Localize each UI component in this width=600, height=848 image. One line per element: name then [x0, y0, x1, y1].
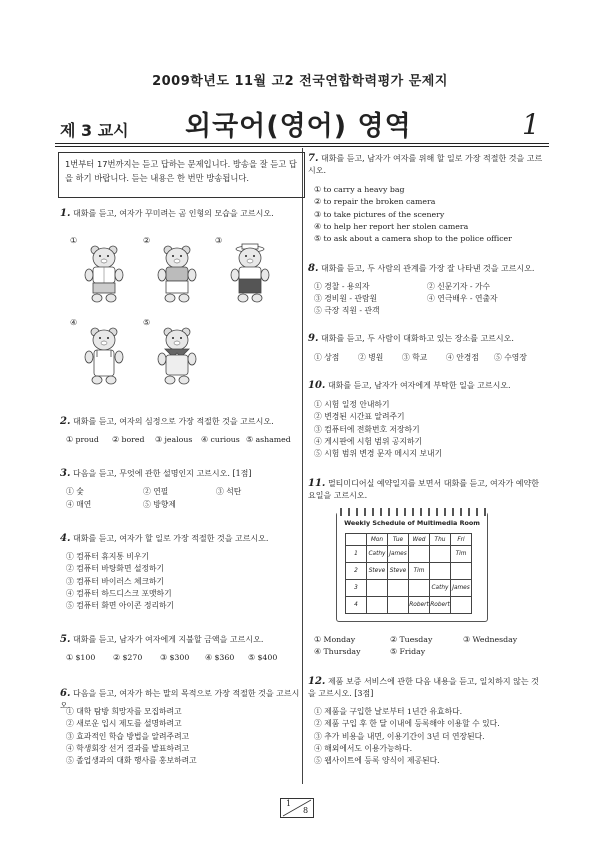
option[interactable]: ③ 경비원 - 관람원 — [314, 294, 378, 303]
question-11 — [308, 478, 546, 502]
header-rule-2 — [55, 146, 549, 147]
bear-option-1-image — [82, 243, 126, 305]
option[interactable]: ② to repair the broken camera — [314, 197, 436, 207]
option[interactable]: ④ 매연 — [66, 500, 92, 509]
option[interactable]: ② 새로운 입시 제도를 설명하려고 — [66, 719, 182, 729]
day-header: Mon — [367, 534, 388, 546]
schedule-cell — [409, 546, 430, 563]
option[interactable]: ④ 학생회장 선거 결과를 발표하려고 — [66, 743, 190, 753]
question-number: 3. — [60, 468, 71, 479]
option[interactable]: ② $270 — [113, 653, 143, 662]
option[interactable]: ② 신문기자 - 가수 — [427, 282, 491, 291]
option-marker-3: ③ — [215, 236, 223, 245]
schedule-cell — [367, 580, 388, 597]
schedule-title: Weekly Schedule of Multimedia Room — [344, 519, 480, 527]
option[interactable]: ① 컴퓨터 휴지통 비우기 — [66, 552, 150, 561]
schedule-cell: Steve — [388, 563, 409, 580]
option[interactable]: ① $100 — [66, 653, 96, 662]
period-cell: 1 — [346, 546, 367, 563]
question-2 — [60, 416, 300, 428]
question-text: 대화를 듣고, 두 사람이 대화하고 있는 장소를 고르시오. — [321, 334, 514, 343]
page-number: 1 — [522, 108, 540, 141]
option-marker-2: ② — [143, 236, 151, 245]
exam-title: 2009학년도 11월 고2 전국연합학력평가 문제지 — [152, 74, 448, 89]
question-text: 대화를 듣고, 여자가 꾸미려는 곰 인형의 모습을 고르시오. — [73, 209, 274, 218]
option[interactable]: ② 연필 — [143, 487, 169, 496]
question-number: 6. — [60, 688, 71, 699]
question-text: 대화를 듣고, 여자가 할 일로 가장 적절한 것을 고르시오. — [73, 534, 269, 543]
question-number: 4. — [60, 533, 71, 544]
question-3 — [60, 468, 300, 480]
schedule-cell: Cathy — [430, 580, 451, 597]
schedule-cell: Cathy — [367, 546, 388, 563]
question-12 — [308, 676, 546, 700]
schedule-notebook — [336, 512, 488, 622]
question-number: 1. — [60, 208, 71, 219]
question-text: 다음을 듣고, 여자가 하는 말의 목적으로 가장 적절한 것을 고르시오. — [60, 689, 300, 710]
option[interactable]: ④ curious — [201, 435, 240, 444]
option[interactable]: ⑤ 졸업생과의 대화 행사를 홍보하려고 — [66, 756, 197, 766]
option[interactable]: ④ Thursday — [314, 647, 361, 656]
schedule-cell: Tim — [451, 546, 472, 563]
option[interactable]: ④ 컴퓨터 하드디스크 포맷하기 — [66, 588, 172, 598]
schedule-cell — [430, 563, 451, 580]
option[interactable]: ④ to help her report her stolen camera — [314, 221, 469, 231]
bear-option-5-image — [155, 325, 199, 387]
option[interactable]: ① 상점 — [314, 353, 340, 362]
schedule-row — [346, 580, 472, 597]
schedule-cell: Tim — [409, 563, 430, 580]
schedule-table — [345, 533, 472, 614]
question-number: 7. — [308, 153, 319, 164]
option-marker-4: ④ — [70, 318, 78, 327]
option[interactable]: ① 숯 — [66, 487, 84, 496]
header-rule — [55, 143, 549, 144]
option[interactable]: ③ 추가 비용을 내면, 이용기간이 3년 더 연장된다. — [314, 731, 485, 741]
schedule-cell: Robert — [430, 597, 451, 614]
option[interactable]: ③ Wednesday — [463, 635, 518, 644]
question-number: 2. — [60, 416, 71, 427]
schedule-cell: James — [388, 546, 409, 563]
option[interactable]: ① 대학 탐방 희망자를 모집하려고 — [66, 707, 182, 716]
period-cell: 4 — [346, 597, 367, 614]
schedule-cell: Robert — [409, 597, 430, 614]
question-4 — [60, 533, 300, 545]
day-header: Fri — [451, 534, 472, 546]
options-list — [66, 551, 174, 612]
column-divider — [302, 148, 303, 784]
question-text: 대화를 듣고, 남자가 여자에게 지불할 금액을 고르시오. — [73, 635, 264, 644]
schedule-cell — [451, 563, 472, 580]
option[interactable]: ⑤ $400 — [248, 653, 278, 662]
question-10 — [308, 380, 546, 392]
options-list — [314, 399, 442, 460]
question-text: 대화를 듣고, 남자가 여자에게 부탁한 일을 고르시오. — [327, 381, 511, 390]
option[interactable]: ② 변경된 시간표 알려주기 — [314, 412, 405, 422]
question-number: 12. — [308, 676, 326, 687]
option[interactable]: ⑤ 수영장 — [494, 353, 527, 362]
bear-option-2-image — [155, 243, 199, 305]
option-marker-5: ⑤ — [143, 318, 151, 327]
option[interactable]: ⑤ 웹사이트에 등록 양식이 제공된다. — [314, 756, 440, 766]
question-5 — [60, 634, 300, 646]
option[interactable]: ① 시험 일정 안내하기 — [314, 400, 390, 409]
exam-subject: 외국어(영어) 영역 — [185, 111, 412, 142]
option[interactable]: ① to carry a heavy bag — [314, 185, 405, 194]
option[interactable]: ① Monday — [314, 635, 356, 644]
option[interactable]: ② 제품 구입 후 한 달 이내에 등록해야 이용할 수 있다. — [314, 719, 500, 729]
option[interactable]: ② Tuesday — [390, 635, 433, 644]
question-text: 대화를 듣고, 두 사람의 관계를 가장 잘 나타낸 것을 고르시오. — [321, 264, 535, 273]
schedule-cell — [388, 597, 409, 614]
question-text: 제품 보증 서비스에 관한 다음 내용을 듣고, 일치하지 않는 것을 고르시오. [3점] — [308, 677, 539, 698]
period-cell: 2 — [346, 563, 367, 580]
option[interactable]: ④ 연극배우 - 연출자 — [427, 294, 498, 303]
schedule-cell — [388, 580, 409, 597]
option[interactable]: ④ 안경점 — [446, 353, 479, 362]
listening-notice: 1번부터 17번까지는 듣고 답하는 문제입니다. 방송을 잘 듣고 답을 하기 바랍니다. 듣는 내용은 한 번만 방송됩니다. — [58, 152, 305, 198]
schedule-cell: Steve — [367, 563, 388, 580]
option[interactable]: ③ jealous — [155, 435, 193, 444]
option[interactable]: ① 제품을 구입한 날로부터 1년간 유효하다. — [314, 707, 463, 716]
option-marker-1: ① — [70, 236, 78, 245]
question-number: 8. — [308, 263, 319, 274]
option[interactable]: ③ 학교 — [402, 353, 428, 362]
option[interactable]: ② 병원 — [358, 353, 384, 362]
option[interactable]: ③ 석탄 — [216, 487, 242, 496]
options-list — [314, 184, 512, 245]
options-list — [314, 706, 500, 767]
options-list — [66, 706, 197, 767]
option[interactable]: ⑤ ashamed — [246, 435, 291, 444]
option[interactable]: ④ $360 — [205, 653, 235, 662]
schedule-cell — [367, 597, 388, 614]
question-text: 대화를 듣고, 여자의 심정으로 가장 적절한 것을 고르시오. — [73, 417, 274, 426]
schedule-cell: James — [451, 580, 472, 597]
question-number: 10. — [308, 380, 326, 391]
question-text: 다음을 듣고, 무엇에 관한 설명인지 고르시오. [1점] — [73, 469, 252, 478]
option[interactable]: ⑤ 컴퓨터 화면 아이콘 정리하기 — [66, 601, 175, 611]
question-number: 11. — [308, 478, 326, 489]
question-7 — [308, 153, 546, 177]
option[interactable]: ⑤ Friday — [390, 647, 426, 656]
option[interactable]: ③ $300 — [160, 653, 190, 662]
corner-cell — [346, 534, 367, 546]
day-header: Tue — [388, 534, 409, 546]
option[interactable]: ② 컴퓨터 바탕화면 설정하기 — [66, 564, 165, 574]
question-number: 9. — [308, 333, 319, 344]
option[interactable]: ⑤ 방향제 — [143, 500, 176, 509]
schedule-row — [346, 563, 472, 580]
exam-period: 제 3 교시 — [60, 121, 129, 140]
question-9 — [308, 333, 546, 345]
day-header: Thu — [430, 534, 451, 546]
option[interactable]: ① 경찰 - 용의자 — [314, 282, 370, 291]
schedule-row — [346, 597, 472, 614]
option[interactable]: ③ 효과적인 학습 방법을 알려주려고 — [66, 731, 190, 741]
option[interactable]: ⑤ 극장 직원 - 관객 — [314, 306, 380, 315]
schedule-cell — [430, 546, 451, 563]
question-text: 멀티미디어실 예약일지를 보면서 대화를 듣고, 여자가 예약한 요일을 고르시오. — [308, 479, 539, 500]
question-1 — [60, 208, 300, 220]
option[interactable]: ⑤ to ask about a camera shop to the police officer — [314, 234, 512, 244]
option[interactable]: ② bored — [112, 435, 145, 444]
bear-option-3-image — [228, 243, 272, 305]
schedule-header-row — [346, 534, 472, 546]
notebook-spiral — [337, 508, 487, 516]
period-cell: 3 — [346, 580, 367, 597]
schedule-cell — [409, 580, 430, 597]
day-header: Wed — [409, 534, 430, 546]
option[interactable]: ③ 컴퓨터 바이러스 체크하기 — [66, 576, 165, 586]
footer-total: 8 — [303, 806, 309, 815]
footer-page: 1 — [286, 799, 292, 808]
question-number: 5. — [60, 634, 71, 645]
schedule-row — [346, 546, 472, 563]
option[interactable]: ③ to take pictures of the scenery — [314, 209, 445, 219]
option[interactable]: ① proud — [66, 435, 99, 444]
bear-option-4-image — [82, 325, 126, 387]
option[interactable]: ④ 게시판에 시험 범위 공지하기 — [314, 436, 423, 446]
schedule-cell — [451, 597, 472, 614]
question-8 — [308, 263, 546, 275]
option[interactable]: ⑤ 시험 범위 변경 문자 메시지 보내기 — [314, 449, 443, 459]
option[interactable]: ④ 해외에서도 이용가능하다. — [314, 743, 413, 753]
page-footer — [280, 798, 314, 818]
option[interactable]: ③ 컴퓨터에 전화번호 저장하기 — [314, 424, 420, 434]
question-text: 대화를 듣고, 남자가 여자를 위해 할 일로 가장 적절한 것을 고르시오. — [308, 154, 543, 175]
